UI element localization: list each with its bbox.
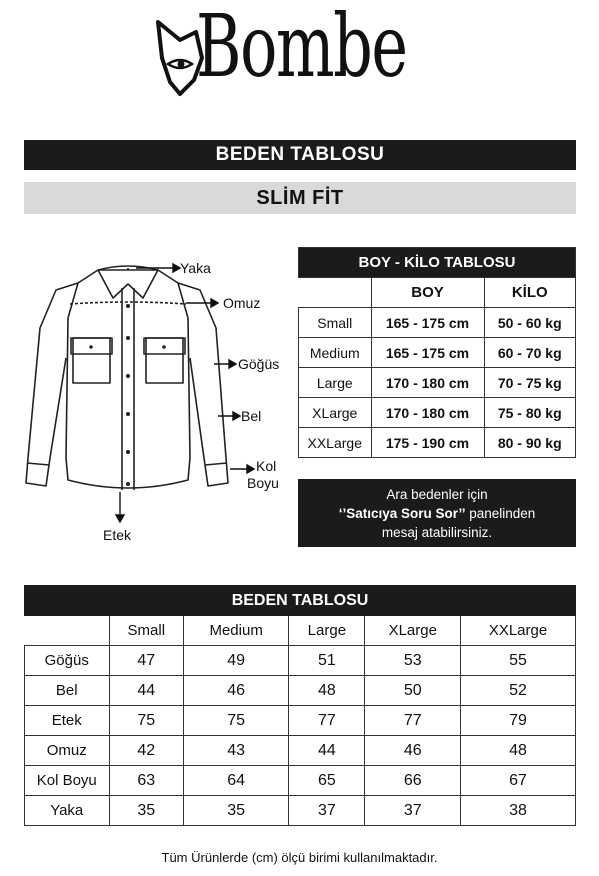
measure-value: 79	[461, 706, 576, 736]
table-row	[299, 428, 576, 458]
measure-value: 46	[365, 736, 461, 766]
note-ask-seller: ‘’Satıcıya Soru Sor’’	[338, 505, 466, 521]
measure-label: Etek	[25, 706, 110, 736]
boy-kilo-title: BOY - KİLO TABLOSU	[299, 248, 576, 278]
note-line-3: mesaj atabilirsiniz.	[381, 524, 493, 540]
table-row	[299, 368, 576, 398]
measure-value: 55	[461, 646, 576, 676]
measure-value: 51	[289, 646, 365, 676]
measure-value: 47	[109, 646, 184, 676]
measure-label: Bel	[25, 676, 110, 706]
size-table-title: BEDEN TABLOSU	[25, 586, 576, 616]
size-label: XLarge	[299, 398, 372, 428]
measure-value: 35	[109, 796, 184, 826]
weight-range: 80 - 90 kg	[484, 428, 576, 458]
measure-value: 37	[365, 796, 461, 826]
label-bel: Bel	[241, 408, 262, 424]
measure-label: Göğüs	[25, 646, 110, 676]
table-row	[25, 646, 576, 676]
table-row	[25, 676, 576, 706]
measure-value: 42	[109, 736, 184, 766]
height-range: 175 - 190 cm	[371, 428, 484, 458]
table-row	[25, 766, 576, 796]
note-line-2	[298, 504, 576, 523]
fit-banner-text: SLİM FİT	[256, 186, 344, 209]
size-header-medium: Medium	[184, 616, 289, 646]
label-yaka: Yaka	[180, 260, 211, 276]
height-range: 165 - 175 cm	[371, 308, 484, 338]
fit-banner	[24, 182, 576, 214]
size-label: Small	[299, 308, 372, 338]
size-header-xlarge: XLarge	[365, 616, 461, 646]
size-label: Large	[299, 368, 372, 398]
table-row	[25, 736, 576, 766]
height-range: 165 - 175 cm	[371, 338, 484, 368]
table-row	[25, 796, 576, 826]
measure-value: 43	[184, 736, 289, 766]
weight-range: 75 - 80 kg	[484, 398, 576, 428]
brand-logo	[150, 0, 450, 120]
measure-value: 77	[365, 706, 461, 736]
boy-kilo-corner	[299, 278, 372, 308]
unit-footnote: Tüm Ürünlerde (cm) ölçü birimi kullanılmaktadır.	[161, 850, 438, 865]
measure-value: 37	[289, 796, 365, 826]
note-line-2-rest: panelinden	[465, 505, 536, 521]
label-boyu: Boyu	[247, 475, 279, 491]
measure-value: 67	[461, 766, 576, 796]
size-measurement-table	[24, 585, 576, 826]
measure-value: 64	[184, 766, 289, 796]
measure-value: 65	[289, 766, 365, 796]
size-header-small: Small	[109, 616, 184, 646]
measure-value: 49	[184, 646, 289, 676]
intermediate-size-note	[298, 479, 576, 547]
measure-value: 63	[109, 766, 184, 796]
table-row	[299, 338, 576, 368]
table-row	[25, 706, 576, 736]
label-omuz: Omuz	[223, 295, 261, 311]
measure-value: 50	[365, 676, 461, 706]
size-label: Medium	[299, 338, 372, 368]
boy-kilo-table	[298, 247, 576, 458]
measure-value: 44	[289, 736, 365, 766]
weight-range: 70 - 75 kg	[484, 368, 576, 398]
measure-value: 46	[184, 676, 289, 706]
size-label: XXLarge	[299, 428, 372, 458]
measure-label: Yaka	[25, 796, 110, 826]
boy-kilo-header-kilo: KİLO	[484, 278, 576, 308]
measure-label: Kol Boyu	[25, 766, 110, 796]
label-kol: Kol	[256, 458, 277, 474]
weight-range: 60 - 70 kg	[484, 338, 576, 368]
measure-value: 75	[184, 706, 289, 736]
note-line-1: Ara bedenler için	[386, 486, 488, 502]
size-header-xxlarge: XXLarge	[461, 616, 576, 646]
measure-value: 48	[461, 736, 576, 766]
measure-value: 44	[109, 676, 184, 706]
measure-value: 75	[109, 706, 184, 736]
measure-value: 77	[289, 706, 365, 736]
height-range: 170 - 180 cm	[371, 398, 484, 428]
measure-value: 38	[461, 796, 576, 826]
measure-value: 52	[461, 676, 576, 706]
measure-value: 48	[289, 676, 365, 706]
measure-label: Omuz	[25, 736, 110, 766]
height-range: 170 - 180 cm	[371, 368, 484, 398]
weight-range: 50 - 60 kg	[484, 308, 576, 338]
table-row	[299, 308, 576, 338]
table-row	[299, 398, 576, 428]
measure-value: 35	[184, 796, 289, 826]
size-header-large: Large	[289, 616, 365, 646]
size-table-corner	[25, 616, 110, 646]
measure-value: 66	[365, 766, 461, 796]
label-etek: Etek	[103, 527, 132, 543]
title-banner	[24, 140, 576, 170]
title-banner-text: BEDEN TABLOSU	[215, 144, 385, 165]
label-gogus: Göğüs	[238, 356, 280, 372]
boy-kilo-header-boy: BOY	[371, 278, 484, 308]
measure-value: 53	[365, 646, 461, 676]
brand-wordmark: Bombe	[196, 0, 407, 97]
